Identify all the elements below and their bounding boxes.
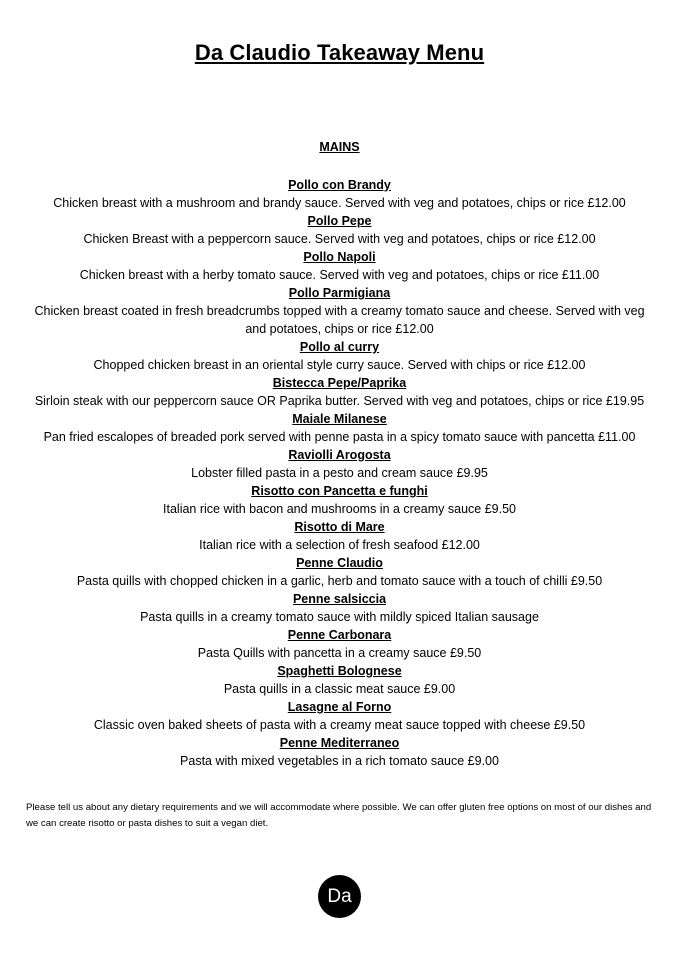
item-description: Pasta quills with chopped chicken in a garlic, herb and tomato sauce with a touch of chilli £9.50: [76, 574, 603, 588]
item-name: Pollo con Brandy: [288, 178, 391, 192]
item-name: Lasagne al Forno: [287, 700, 392, 714]
item-description: Sirloin steak with our peppercorn sauce OR Paprika butter. Served with veg and potatoes, chips or rice £19.95: [34, 394, 645, 408]
item-name: Penne Claudio: [296, 556, 383, 570]
page-title: Da Claudio Takeaway Menu: [194, 40, 485, 65]
item-description: Italian rice with a selection of fresh seafood £12.00: [199, 538, 480, 552]
item-description: Chicken Breast with a peppercorn sauce. Served with veg and potatoes, chips or rice £12.00: [83, 232, 596, 246]
item-description: Pasta with mixed vegetables in a rich tomato sauce £9.00: [180, 754, 499, 768]
item-name: Penne Carbonara: [287, 628, 392, 642]
menu-item: [28, 248, 651, 284]
item-name: Risotto di Mare: [294, 520, 385, 534]
item-description: Lobster filled pasta in a pesto and cream sauce £9.95: [191, 466, 488, 480]
menu-item: [28, 410, 651, 446]
item-name: Pollo Napoli: [303, 250, 376, 264]
menu-item: [28, 518, 651, 554]
item-name: Penne salsiccia: [292, 592, 387, 606]
menu-item: [28, 338, 651, 374]
item-name: Spaghetti Bolognese: [277, 664, 402, 678]
logo-text: Da: [327, 885, 352, 907]
menu-item: [28, 734, 651, 770]
menu-item: [28, 212, 651, 248]
item-description: Classic oven baked sheets of pasta with a creamy meat sauce topped with cheese £9.50: [93, 718, 586, 732]
menu-list: [28, 176, 651, 770]
item-description: Chicken breast with a herby tomato sauce. Served with veg and potatoes, chips or rice £11.00: [79, 268, 600, 282]
menu-item: [28, 698, 651, 734]
item-description: Chicken breast with a mushroom and brandy sauce. Served with veg and potatoes, chips or rice £12.00: [53, 196, 626, 210]
item-description: Chicken breast coated in fresh breadcrumbs topped with a creamy tomato sauce and cheese. Served with veg and potatoes, chips or rice £12.00: [34, 304, 645, 336]
dietary-note: Please tell us about any dietary requirements and we will accommodate where possible. We can offer gluten free options on most of our dishes and we can create risotto or pasta dishes to suit a vegan diet.: [26, 802, 652, 829]
item-name: Maiale Milanese: [292, 412, 387, 426]
menu-item: [28, 374, 651, 410]
item-name: Raviolli Arogosta: [288, 448, 391, 462]
menu-item: [28, 284, 651, 338]
menu-item: [28, 176, 651, 212]
item-description: Chopped chicken breast in an oriental style curry sauce. Served with chips or rice £12.00: [93, 358, 586, 372]
item-description: Pasta quills in a creamy tomato sauce with mildly spiced Italian sausage: [140, 610, 539, 624]
menu-item: [28, 554, 651, 590]
menu-item: [28, 482, 651, 518]
menu-item: [28, 626, 651, 662]
section-heading-mains: MAINS: [319, 140, 360, 154]
item-description: Pasta quills in a classic meat sauce £9.00: [223, 682, 456, 696]
item-name: Risotto con Pancetta e funghi: [251, 484, 428, 498]
item-name: Pollo al curry: [299, 340, 380, 354]
item-description: Italian rice with bacon and mushrooms in a creamy sauce £9.50: [163, 502, 516, 516]
item-description: Pasta Quills with pancetta in a creamy sauce £9.50: [197, 646, 482, 660]
item-name: Penne Mediterraneo: [279, 736, 400, 750]
menu-item: [28, 662, 651, 698]
item-name: Pollo Parmigiana: [288, 286, 391, 300]
item-name: Bistecca Pepe/Paprika: [272, 376, 407, 390]
item-description: Pan fried escalopes of breaded pork served with penne pasta in a spicy tomato sauce with pancetta £11.00: [43, 430, 636, 444]
menu-item: [28, 590, 651, 626]
menu-item: [28, 446, 651, 482]
da-claudio-logo: [318, 875, 361, 918]
item-name: Pollo Pepe: [307, 214, 372, 228]
